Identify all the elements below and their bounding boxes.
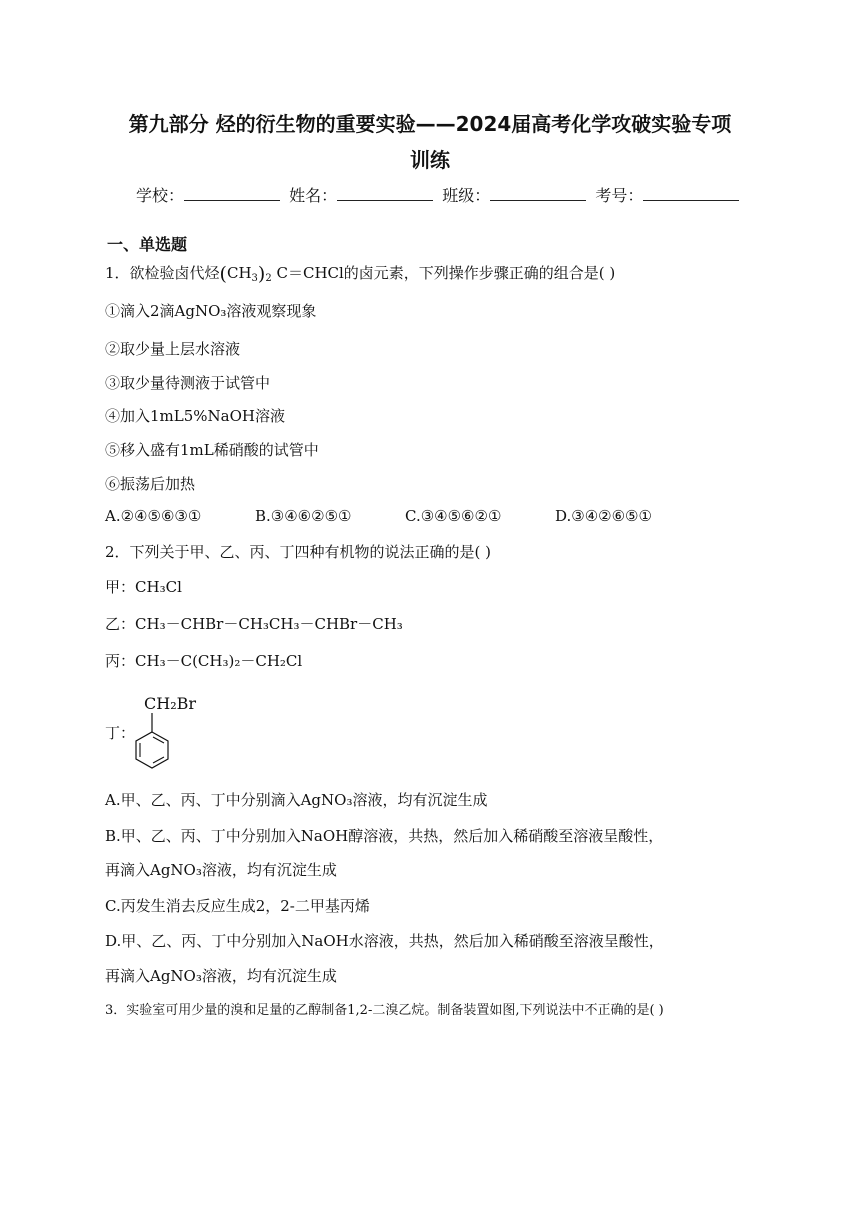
q2-option-b-line1: B.甲、乙、丙、丁中分别加入NaOH醇溶液，共热，然后加入稀硝酸至溶液呈酸性， [105,827,664,845]
section-heading: 一、单选题 [107,235,188,254]
school-blank [184,186,280,201]
q2-stem: 2．下列关于甲、乙、丙、丁四种有机物的说法正确的是( ) [105,543,492,561]
q2-option-c: C.丙发生消去反应生成2，2-二甲基丙烯 [105,897,370,915]
q2-jia: 甲：CH₃Cl [105,578,182,596]
q1-step-3: ③取少量待测液于试管中 [105,374,271,392]
q1-options [105,507,652,525]
q2-option-d-line1: D.甲、乙、丙、丁中分别加入NaOH水溶液，共热，然后加入稀硝酸至溶液呈酸性， [105,932,664,950]
student-info-row [136,183,743,206]
q2-option-d-line2: 再滴入AgNO₃溶液，均有沉淀生成 [105,967,337,985]
q3-stem: 3．实验室可用少量的溴和足量的乙醇制备1,2-二溴乙烷。制备装置如图,下列说法中不正确的是( ) [105,1003,664,1018]
q1-step-1: ①滴入2滴AgNO₃溶液观察现象 [105,302,317,320]
exam-no-label: 考号： [595,186,644,205]
class-blank [490,186,586,201]
q1-option-b: B.③④⑥②⑤① [255,507,352,525]
q1-step-5: ⑤移入盛有1mL稀硝酸的试管中 [105,441,319,459]
q2-ding-label: 丁： [105,724,136,742]
page-title-line1: 第九部分 烃的衍生物的重要实验——2024届高考化学攻破实验专项 [128,112,732,136]
page-title-line2: 训练 [410,148,450,172]
q1-option-a: A.②④⑤⑥③① [105,507,202,525]
ch2br-group-label: CH₂Br [144,694,197,713]
q2-yi: 乙：CH₃－CHBr－CH₃CH₃－CHBr－CH₃ [105,615,403,633]
benzyl-bromide-structure [130,692,200,774]
name-label: 姓名： [289,186,338,205]
class-label: 班级： [442,186,491,205]
q1-option-c: C.③④⑤⑥②① [405,507,502,525]
q2-option-a: A.甲、乙、丙、丁中分别滴入AgNO₃溶液，均有沉淀生成 [105,791,488,809]
q2-bing: 丙：CH₃－C(CH₃)₂－CH₂Cl [105,652,303,670]
school-label: 学校： [136,186,185,205]
q1-step-4: ④加入1mL5%NaOH溶液 [105,407,285,425]
name-blank [337,186,433,201]
q1-step-6: ⑥振荡后加热 [105,475,196,493]
q2-option-b-line2: 再滴入AgNO₃溶液，均有沉淀生成 [105,861,337,879]
q1-option-d: D.③④②⑥⑤① [555,507,652,525]
exam-no-blank [643,186,739,201]
q1-step-2: ②取少量上层水溶液 [105,340,241,358]
q1-stem: 1．欲检验卤代烃$(CH_3)_2$ C＝CHCl的卤元素，下列操作步骤正确的组合是( ) [105,263,616,285]
